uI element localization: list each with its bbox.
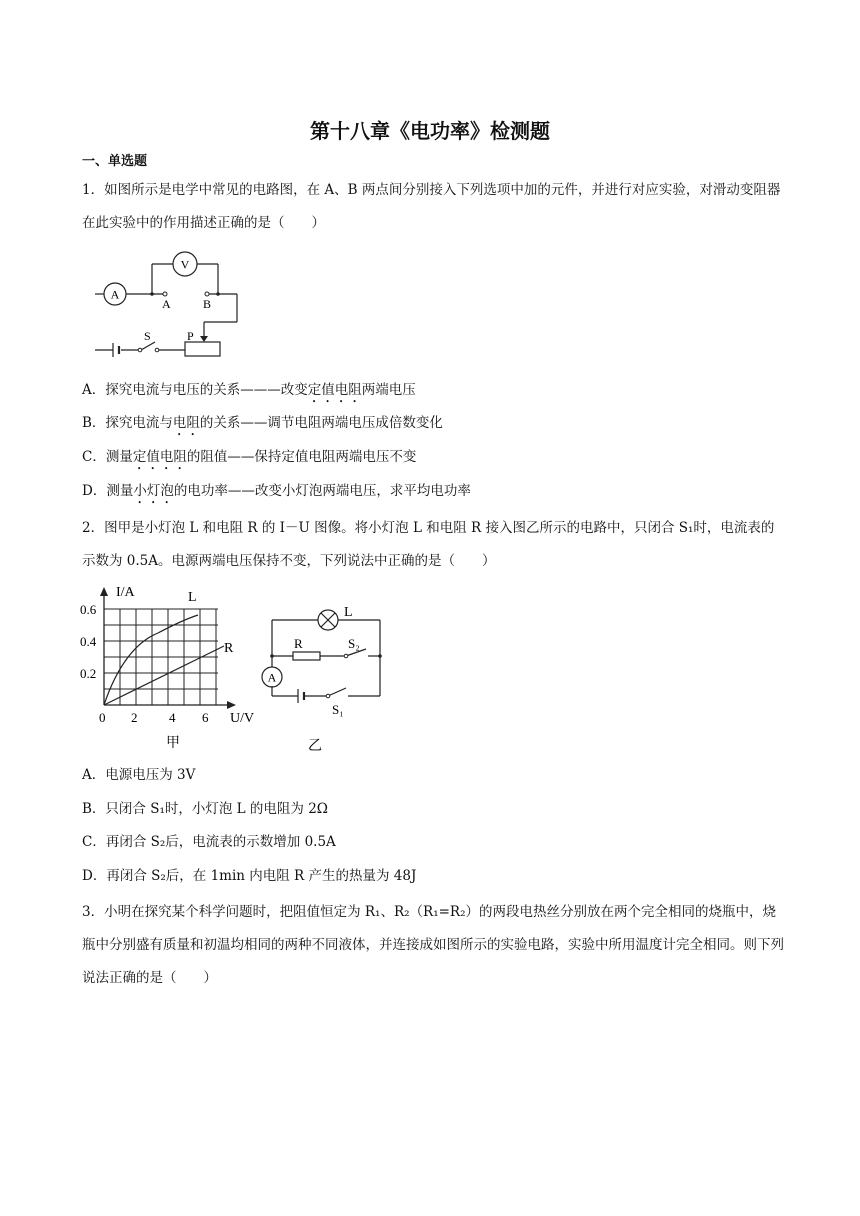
switch-s1-label: S₁ — [332, 702, 344, 717]
circuit-caption: 乙 — [308, 739, 322, 754]
question-1-text: 1．如图所示是电学中常见的电路图，在 A、B 两点间分别接入下列选项中加的元件，并进行对应实验，对滑动变阻器在此实验中的作用描述正确的是（ ） — [82, 182, 781, 231]
switch-s2-label: S₂ — [348, 636, 360, 651]
question-3-text: 3．小明在探究某个科学问题时，把阻值恒定为 R₁、R₂（R₁=R₂）的两段电热丝分别放在两个完全相同的烧瓶中，烧瓶中分别盛有质量和初温均相同的两种不同液体，并连接成如图所示的实验电路，实验中所用温度计完全相同。则下列说法正确的是（ ） — [82, 904, 784, 986]
q2-option-a[interactable]: A．电源电压为 3V — [82, 767, 196, 783]
q1-option-b[interactable]: B．探究电流与电阻的关系——调节电阻两端电压成倍数变化 — [82, 415, 443, 431]
x-tick-6: 6 — [202, 710, 209, 725]
rheostat-icon — [185, 342, 220, 356]
lamp-label: L — [344, 605, 353, 620]
y-axis-label: I/A — [116, 585, 135, 600]
point-a-label: A — [162, 297, 171, 311]
q2-circuit-diagram — [258, 598, 393, 756]
q1-circuit-diagram — [95, 250, 245, 362]
voltmeter-label: V — [180, 257, 190, 272]
q1-option-a[interactable]: A．探究电流与电压的关系———改变定值电阻两端电压 — [82, 382, 416, 398]
resistor-icon — [293, 652, 320, 660]
q2-option-c[interactable]: C．再闭合 S₂后，电流表的示数增加 0.5A — [82, 834, 336, 850]
y-tick-0.2: 0.2 — [80, 666, 97, 681]
resistor-label: R — [294, 636, 303, 651]
section-heading: 一、单选题 — [82, 154, 148, 169]
y-tick-0.6: 0.6 — [80, 602, 97, 617]
x-tick-0: 0 — [99, 710, 106, 725]
q2-iu-graph — [78, 583, 268, 753]
q1-option-c[interactable]: C．测量定值电阻的阻值——保持定值电阻两端电压不变 — [82, 449, 417, 465]
page-title: 第十八章《电功率》检测题 — [310, 119, 550, 143]
graph-caption: 甲 — [166, 736, 180, 751]
slider-label: P — [187, 329, 194, 343]
question-2-text: 2．图甲是小灯泡 L 和电阻 R 的 I－U 图像。将小灯泡 L 和电阻 R 接入图乙所示的电路中，只闭合 S₁时，电流表的示数为 0.5A。电源两端电压保持不变，下列说法中正确的是（ ） — [82, 520, 775, 569]
ammeter-label: A — [267, 670, 277, 685]
ammeter-label: A — [110, 287, 120, 302]
q2-option-d[interactable]: D．再闭合 S₂后，在 1min 内电阻 R 产生的热量为 48J — [82, 868, 417, 884]
y-tick-0.4: 0.4 — [80, 634, 97, 649]
q2-option-b[interactable]: B．只闭合 S₁时，小灯泡 L 的电阻为 2Ω — [82, 801, 328, 817]
x-tick-2: 2 — [131, 710, 138, 725]
x-tick-4: 4 — [169, 710, 176, 725]
line-r-label: R — [224, 641, 234, 656]
switch-label: S — [144, 329, 151, 343]
point-b-label: B — [203, 297, 212, 311]
q1-option-d[interactable]: D．测量小灯泡的电功率——改变小灯泡两端电压，求平均电功率 — [82, 483, 471, 499]
x-axis-label: U/V — [230, 711, 255, 726]
curve-l-label: L — [188, 590, 197, 605]
